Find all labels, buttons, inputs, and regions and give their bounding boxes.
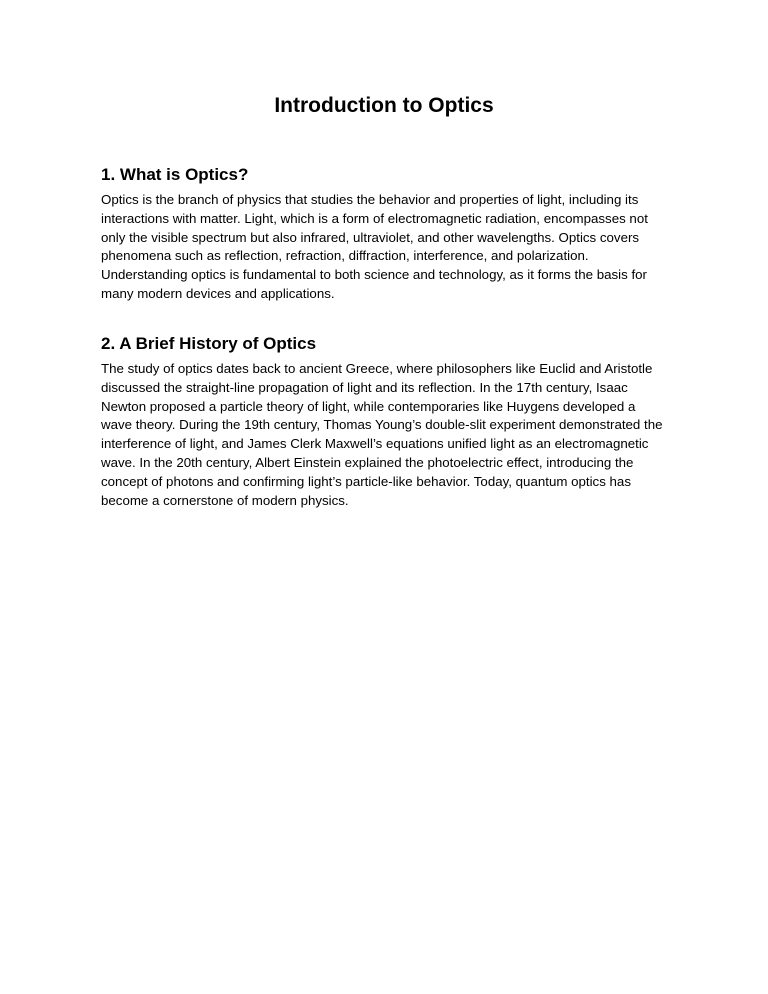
page-title: Introduction to Optics — [274, 94, 494, 117]
section-body-history-of-optics: The study of optics dates back to ancient Greece, where philosophers like Euclid and Aristotle discussed the straight-line propagation of light and its reflection. In the 17th century, Isaac Newton proposed a particle theory of light, while contemporaries like Huygens developed a wave theory. During the 19th century, Thomas Young’s double-slit experiment demonstrated the interference of light, and James Clerk Maxwell’s equations unified light as an electromagnetic wave. In the 20th century, Albert Einstein explained the photoelectric effect, introducing the concept of photons and confirming light’s particle-like behavior. Today, quantum optics has become a cornerstone of modern physics. — [101, 361, 663, 508]
section-heading-what-is-optics: 1. What is Optics? — [101, 165, 249, 184]
section-heading-history-of-optics: 2. A Brief History of Optics — [101, 334, 317, 353]
section-body-what-is-optics: Optics is the branch of physics that studies the behavior and properties of light, including its interactions with matter. Light, which is a form of electromagnetic radiation, encompasses not only the visible spectrum but also infrared, ultraviolet, and other wavelengths. Optics covers phenomena such as reflection, refraction, diffraction, interference, and polarization. Understanding optics is fundamental to both science and technology, as it forms the basis for many modern devices and applications. — [101, 192, 648, 301]
